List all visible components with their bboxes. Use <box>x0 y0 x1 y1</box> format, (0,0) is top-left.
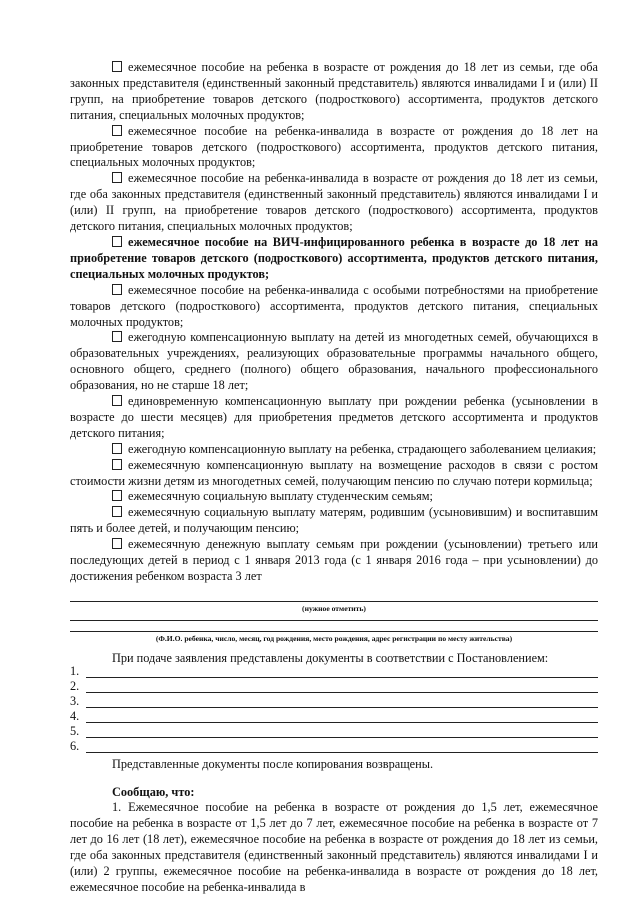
benefit-option-text: ежемесячное пособие на ребенка-инвалида в возрасте от рождения до 18 лет на приобретение товаров детского (подросткового) ассортимента, продуктов детского питания, специальных молочных продуктов; <box>70 123 598 170</box>
benefit-checklist <box>70 60 598 585</box>
doc-line-3[interactable] <box>86 707 598 708</box>
checkbox[interactable] <box>112 331 122 342</box>
doc-number: 2. <box>70 679 80 693</box>
checkbox[interactable] <box>112 443 122 454</box>
benefit-option-text: ежемесячную социальную выплату матерям, родившим (усыновившим) и воспитавшим пять и более детей, и получающим пенсию; <box>70 505 598 536</box>
caption-mark-required: (нужное отметить) <box>302 604 366 613</box>
benefit-option-text: ежемесячное пособие на ребенка в возрасте от рождения до 18 лет из семьи, где оба законных представителя (единственный законный представитель) являются инвалидами I и (или) II групп, на приобретение товаров детского (подросткового) ассортимента, продуктов детского питания, специальных молочных продуктов; <box>70 60 598 122</box>
doc-number: 4. <box>70 709 80 723</box>
inform-paragraph: 1. Ежемесячное пособие на ребенка в возрасте от рождения до 1,5 лет, ежемесячное пособие на ребенка в возрасте от 1,5 лет до 7 лет, ежемесячное пособие на ребенка в возрасте от 7 лет до 16 лет (18 лет), ежемесячное пособие на ребенка в возрасте от рождения до 18 лет из семьи, где оба законных представителя (единственный законный представитель) являются инвалидами I и (или) 2 группы, ежемесячное пособие на ребенка-инвалида в возрасте от рождения до 18 лет, ежемесячное пособие на ребенка-инвалида в <box>70 800 598 894</box>
benefit-option <box>70 330 598 394</box>
checkbox[interactable] <box>112 506 122 517</box>
doc-number: 3. <box>70 694 80 708</box>
benefit-option-text: ежегодную компенсационную выплату на ребенка, страдающего заболеванием целиакия; <box>128 441 597 456</box>
benefit-option <box>70 283 598 331</box>
checkbox[interactable] <box>112 236 122 247</box>
doc-line-2[interactable] <box>86 692 598 693</box>
benefit-option-text: ежемесячную компенсационную выплату на возмещение расходов в связи с ростом стоимости жизни детям из многодетных семей, получающим пенсию по случаю потери кормильца; <box>70 457 598 488</box>
inform-heading: Сообщаю, что: <box>112 785 195 799</box>
benefit-option-text: ежемесячную социальную выплату студенческим семьям; <box>128 489 433 504</box>
doc-number: 1. <box>70 664 80 678</box>
field-rule-child-info <box>70 631 598 632</box>
benefit-option <box>70 235 598 283</box>
benefit-option-text: единовременную компенсационную выплату при рождении ребенка (усыновлении в возрасте до шести месяцев) для приобретения предметов детского ассортимента и продуктов детского питания; <box>70 394 598 440</box>
benefit-option-text: ежемесячное пособие на ВИЧ-инфицированного ребенка в возрасте до 18 лет на приобретение товаров детского (подросткового) ассортимента, продуктов детского питания, специальных молочных продуктов; <box>70 234 598 281</box>
checkbox[interactable] <box>112 172 122 183</box>
checkbox[interactable] <box>112 538 122 549</box>
benefit-option <box>70 171 598 235</box>
checkbox[interactable] <box>112 459 122 470</box>
checkbox[interactable] <box>112 61 122 72</box>
doc-line-5[interactable] <box>86 737 598 738</box>
benefit-option-text: ежемесячное пособие на ребенка-инвалида в возрасте от рождения до 18 лет из семьи, где оба законных представителя (единственный законный представитель) являются инвалидами I и (или) II групп, на приобретение товаров детского (подросткового) ассортимента, продуктов детского питания, специальных молочных продуктов; <box>70 171 598 234</box>
benefit-option <box>70 60 598 124</box>
checkbox[interactable] <box>112 125 122 136</box>
doc-line-1[interactable] <box>86 677 598 678</box>
field-rule-benefit <box>70 601 598 602</box>
benefit-option-text: ежемесячную денежную выплату семьям при рождении (усыновлении) третьего или последующих детей в период с 1 января 2013 года (с 1 января 2016 года – при усыновлении) до достижения ребенком возраста 3 лет <box>70 537 598 583</box>
benefit-option <box>70 458 598 490</box>
benefit-option <box>70 537 598 585</box>
benefit-option <box>70 442 598 458</box>
doc-number: 5. <box>70 724 80 738</box>
benefit-option <box>70 505 598 537</box>
caption-child-info: (Ф.И.О. ребенка, число, месяц, год рождения, место рождения, адрес регистрации по месту жительства) <box>155 634 513 643</box>
benefit-option <box>70 124 598 172</box>
docs-intro: При подаче заявления представлены документы в соответствии с Постановлением: <box>112 651 549 665</box>
doc-line-4[interactable] <box>86 722 598 723</box>
doc-line-6[interactable] <box>86 752 598 753</box>
doc-number: 6. <box>70 739 80 753</box>
field-rule-child-top <box>70 620 598 621</box>
benefit-option <box>70 394 598 442</box>
checkbox[interactable] <box>112 490 122 501</box>
checkbox[interactable] <box>112 395 122 406</box>
docs-returned-note: Представленные документы после копирования возвращены. <box>112 757 434 771</box>
checkbox[interactable] <box>112 284 122 295</box>
benefit-option <box>70 489 598 505</box>
benefit-option-text: ежегодную компенсационную выплату на детей из многодетных семей, обучающихся в образовательных учреждениях, реализующих образовательные программы начального общего, основного общего, среднего (полного) общего образования, начального профессионального образования, но не старше 18 лет; <box>70 330 598 393</box>
benefit-option-text: ежемесячное пособие на ребенка-инвалида с особыми потребностями на приобретение товаров детского (подросткового) ассортимента, продуктов детского питания, специальных молочных продуктов; <box>70 282 598 329</box>
